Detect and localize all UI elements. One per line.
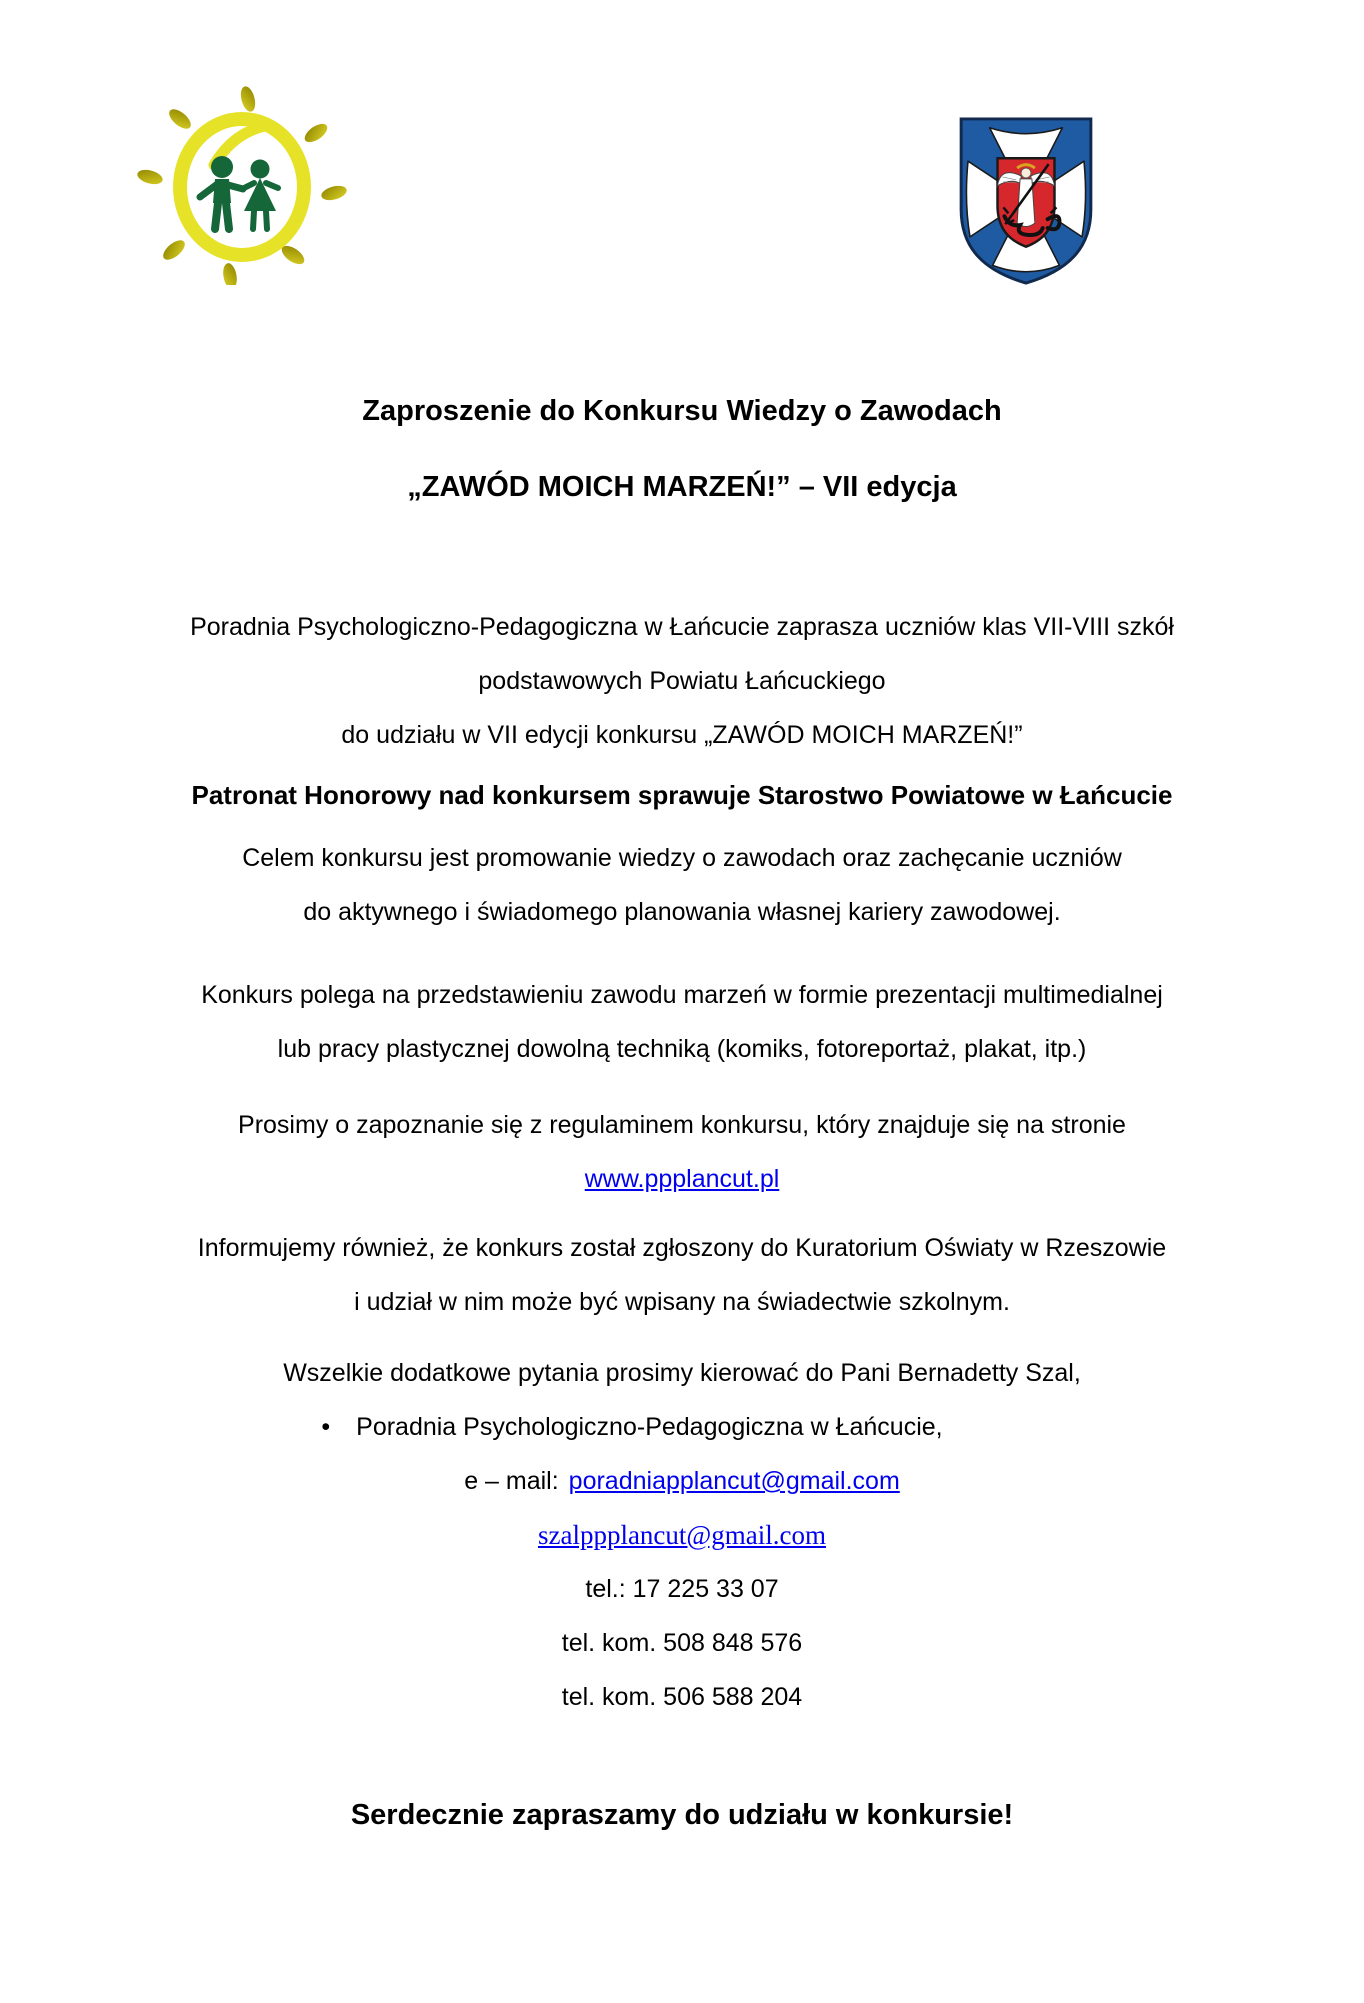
intro-line-2: podstawowych Powiatu Łańcuckiego: [478, 667, 886, 695]
registry-line-2: i udział w nim może być wpisany na świadectwie szkolnym.: [354, 1288, 1010, 1316]
bullet-icon: •: [321, 1413, 331, 1441]
closing-line: Serdecznie zapraszamy do udziału w konkursie!: [350, 1799, 1014, 1831]
children-figures: [200, 156, 278, 229]
regulations-paragraph: [0, 1098, 1364, 1206]
intro-line-3: do udziału w VII edycji konkursu „ZAWÓD MOICH MARZEŃ!”: [341, 721, 1023, 749]
registry-line-1: Informujemy również, że konkurs został zgłoszony do Kuratorium Oświaty w Rzeszowie: [197, 1234, 1167, 1262]
phone-mobile-1: tel. kom. 508 848 576: [561, 1629, 803, 1657]
email-secondary-line: [0, 1508, 1364, 1562]
format-line-2: lub pracy plastycznej dowolną techniką (komiks, fotoreportaż, plakat, itp.): [277, 1035, 1087, 1063]
phone-landline: tel.: 17 225 33 07: [585, 1575, 779, 1603]
intro-paragraph: [0, 600, 1364, 762]
sun-with-children-logo-icon: [130, 85, 355, 285]
registry-paragraph: [0, 1221, 1364, 1329]
website-line: [0, 1152, 1364, 1206]
patronage-paragraph: [0, 768, 1364, 822]
email-label: e – mail:: [464, 1467, 559, 1495]
letter-body: [0, 395, 1364, 1842]
phone-mobile-2: tel. kom. 506 588 204: [561, 1683, 803, 1711]
format-line-1: Konkurs polega na przedstawieniu zawodu marzeń w formie prezentacji multimedialnej: [201, 981, 1163, 1009]
email-primary-link[interactable]: poradniapplancut@gmail.com: [568, 1467, 900, 1495]
goal-line-2: do aktywnego i świadomego planowania własnej kariery zawodowej.: [303, 898, 1061, 926]
website-link[interactable]: www.ppplancut.pl: [584, 1165, 780, 1193]
document-subtitle: „ZAWÓD MOICH MARZEŃ!” – VII edycja: [407, 471, 957, 503]
contact-organization: Poradnia Psychologiczno-Pedagogiczna w Łańcucie,: [356, 1413, 943, 1441]
header-logos: [0, 0, 1364, 285]
email-secondary-link[interactable]: szalppplancut@gmail.com: [537, 1520, 827, 1550]
document-title: Zaproszenie do Konkursu Wiedzy o Zawodach: [362, 395, 1002, 427]
contact-block: [0, 1346, 1364, 1724]
contact-intro-line: Wszelkie dodatkowe pytania prosimy kierować do Pani Bernadetty Szal,: [283, 1359, 1081, 1387]
goal-paragraph: [0, 831, 1364, 939]
patronage-line: Patronat Honorowy nad konkursem sprawuje Starostwo Powiatowe w Łańcucie: [191, 780, 1173, 810]
goal-line-1: Celem konkursu jest promowanie wiedzy o zawodach oraz zachęcanie uczniów: [242, 844, 1122, 872]
contact-organization-line: [0, 1400, 1314, 1454]
intro-line-1: Poradnia Psychologiczno-Pedagogiczna w Łańcucie zaprasza uczniów klas VII-VIII szkół: [190, 613, 1174, 641]
coat-of-arms-icon: [956, 115, 1096, 287]
email-primary-line: [0, 1454, 1364, 1508]
format-paragraph: [0, 968, 1364, 1076]
regulations-line: Prosimy o zapoznanie się z regulaminem konkursu, który znajduje się na stronie: [238, 1111, 1126, 1139]
